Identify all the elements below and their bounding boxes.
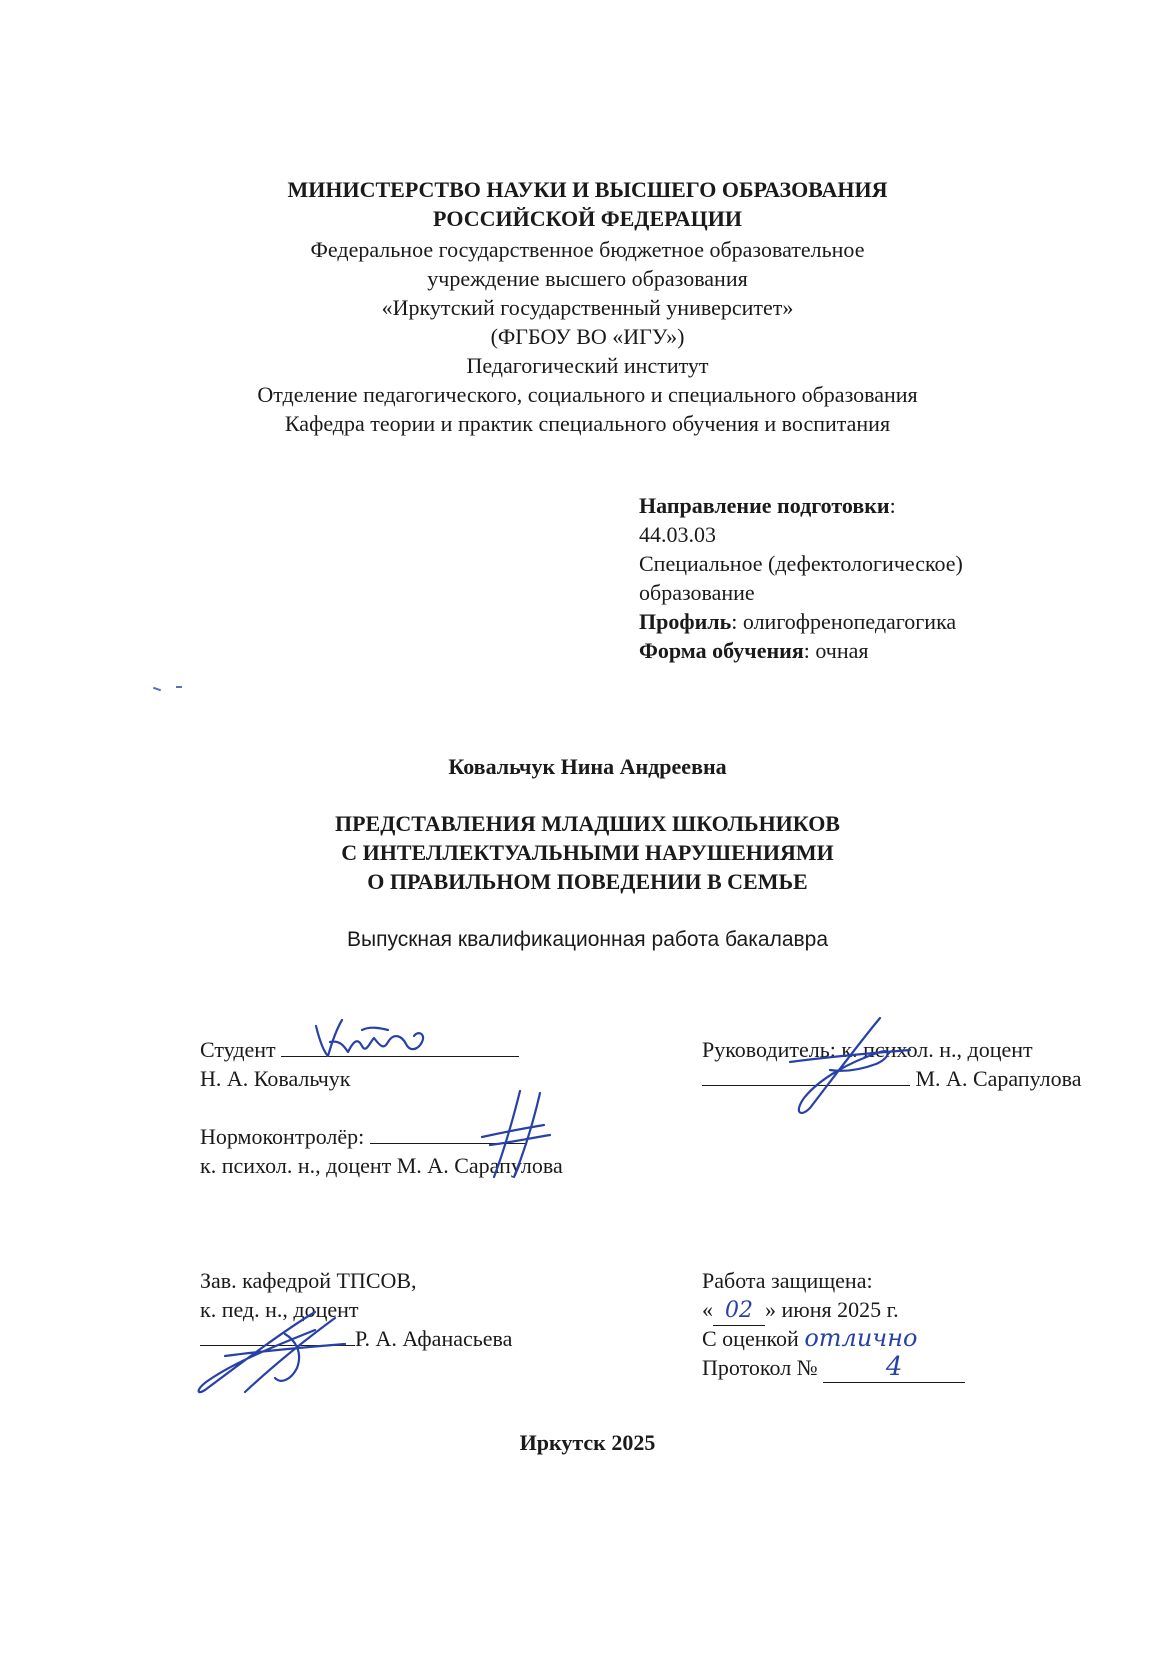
work-type: Выпускная квалификационная работа бакалавра [346,928,829,951]
student-name: Н. А. Ковальчук [200,1066,351,1091]
direction-row: Направление подготовки: [639,493,896,518]
normcontrol-name: М. А. Сарапулова [396,1153,563,1178]
direction-label: Направление подготовки [639,493,890,518]
grade-row [702,1324,984,1353]
chair: Кафедра теории и практик специального обучения и воспитания [284,411,891,436]
supervisor-degree: к. психол. н., доцент [841,1037,1033,1062]
defense-day: 02 [713,1296,765,1326]
organization-line-1: Федеральное государственное бюджетное образовательное [310,237,865,262]
ministry-line-2: РОССИЙСКОЙ ФЕДЕРАЦИИ [433,206,742,231]
grade-value: отлично [804,1324,918,1352]
direction-name-2: образование [639,580,755,605]
direction-name-1: Специальное (дефектологическое) [639,551,963,576]
profile-label: Профиль [639,609,732,634]
city-year: Иркутск 2025 [519,1430,656,1455]
ministry-line-1: МИНИСТЕРСТВО НАУКИ И ВЫСШЕГО ОБРАЗОВАНИЯ [287,177,888,202]
organization-line-2: учреждение высшего образования [427,266,748,291]
defense-label: Работа защищена: [702,1268,873,1293]
institute: Педагогический институт [466,353,709,378]
study-form-row: Форма обучения: очная [639,638,869,663]
defense-date-row: « 02 » июня 2025 г. [702,1295,899,1326]
defense-date-rest: июня 2025 г. [781,1297,899,1322]
scan-speck [153,687,161,692]
grade-label: С оценкой [702,1326,799,1351]
study-form-label: Форма обучения [639,638,804,663]
student-signature [310,1012,440,1062]
normcontrol-signature [470,1085,570,1185]
scan-speck [176,686,182,688]
head-signature [185,1300,355,1400]
head-label: Зав. кафедрой ТПСОВ, [200,1268,417,1293]
profile-row: Профиль: олигофренопедагогика [639,609,957,634]
study-form-value: очная [815,638,869,663]
supervisor-label: Руководитель [702,1037,830,1062]
protocol-row [702,1353,965,1383]
profile-value: олигофренопедагогика [742,609,957,634]
supervisor-name: М. А. Сарапулова [915,1066,1082,1091]
head-degree: к. пед. н., доцент [200,1297,359,1322]
organization-line-3: «Иркутский государственный университет» [381,295,794,320]
direction-code: 44.03.03 [639,522,716,547]
supervisor-row: Руководитель: к. психол. н., доцент [702,1037,1033,1062]
department: Отделение педагогического, социального и специального образования [257,382,918,407]
student-label: Студент [200,1037,276,1062]
work-title-line-1: ПРЕДСТАВЛЕНИЯ МЛАДШИХ ШКОЛЬНИКОВ [334,811,840,836]
supervisor-signature [780,1012,920,1122]
work-title-line-3: О ПРАВИЛЬНОМ ПОВЕДЕНИИ В СЕМЬЕ [367,869,808,894]
protocol-label: Протокол № [702,1355,818,1380]
protocol-number: 4 [823,1353,965,1383]
head-name: Р. А. Афанасьева [355,1326,513,1351]
normcontrol-degree: к. психол. н., доцент [200,1153,392,1178]
normcontrol-label: Нормоконтролёр: [200,1124,365,1149]
author-name: Ковальчук Нина Андреевна [448,754,727,779]
organization-abbreviation: (ФГБОУ ВО «ИГУ») [490,324,685,349]
work-title-line-2: С ИНТЕЛЛЕКТУАЛЬНЫМИ НАРУШЕНИЯМИ [341,840,834,865]
